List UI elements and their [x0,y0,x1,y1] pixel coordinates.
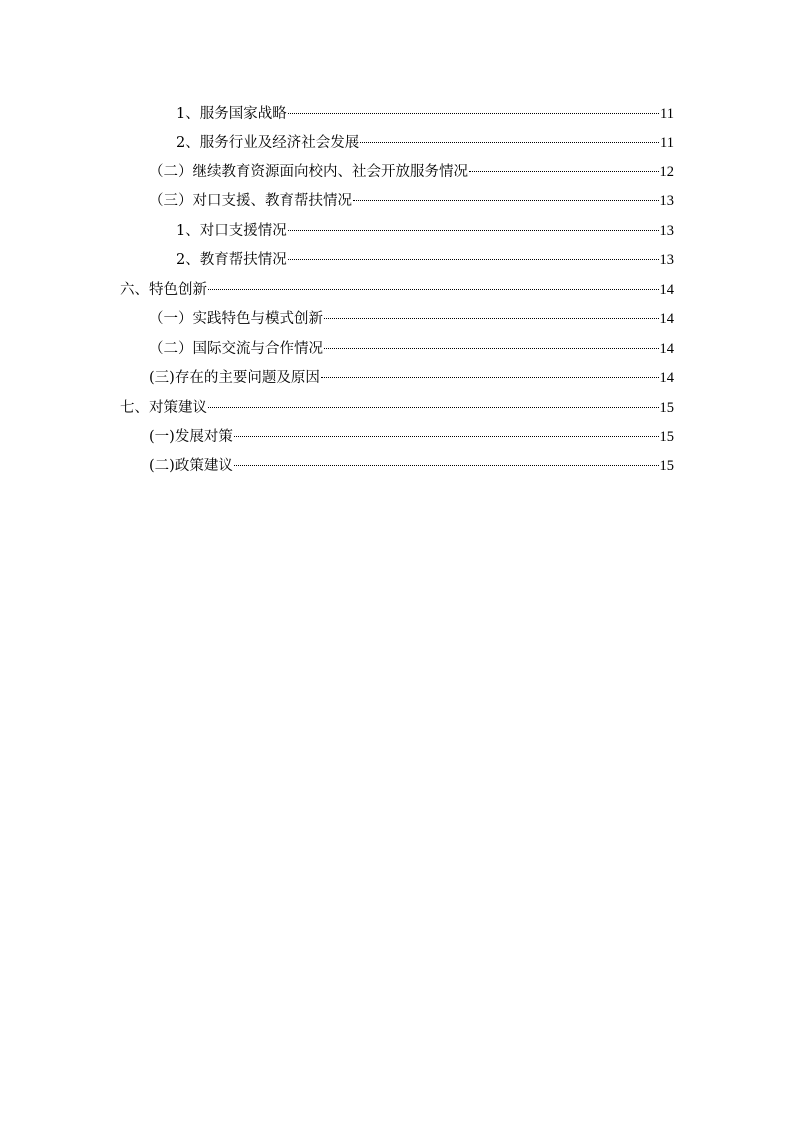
toc-entry-page: 15 [659,400,674,416]
toc-entry-title: 1、服务国家战略 [176,106,287,122]
toc-entry[interactable] [176,248,674,272]
toc-entry-title: 1、对口支援情况 [176,223,287,239]
toc-dot-leader [208,289,659,290]
toc-dot-leader [324,348,659,349]
toc-entry-page: 13 [659,193,674,209]
toc-dot-leader [321,377,659,378]
toc-entry-title: (一)发展对策 [149,429,233,445]
toc-entry-title: （一）实践特色与模式创新 [149,311,323,327]
toc-entry-page: 13 [659,223,674,239]
toc-entry[interactable] [149,160,674,184]
toc-entry[interactable] [149,307,674,331]
toc-entry[interactable] [120,278,674,302]
toc-entry-page: 14 [659,341,674,357]
toc-entry-title: 六、特色创新 [120,282,207,298]
toc-entry[interactable] [176,131,674,155]
toc-entry-title: 七、对策建议 [120,400,207,416]
toc-dot-leader [288,113,659,114]
toc-entry-page: 11 [660,135,674,151]
toc-entry-title: 2、教育帮扶情况 [176,252,287,268]
toc-entry-page: 14 [659,282,674,298]
toc-dot-leader [208,407,659,408]
toc-dot-leader [234,465,659,466]
toc-entry-title: （三）对口支援、教育帮扶情况 [149,193,352,209]
toc-entry-page: 14 [659,311,674,327]
toc-dot-leader [324,318,659,319]
toc-entry[interactable] [120,396,674,420]
toc-dot-leader [234,436,659,437]
toc-entry-page: 11 [660,106,674,122]
toc-entry[interactable] [149,425,674,449]
toc-entry[interactable] [149,366,674,390]
toc-entry-page: 15 [659,458,674,474]
toc-entry-title: （二）继续教育资源面向校内、社会开放服务情况 [149,164,468,180]
toc-entry-page: 12 [659,164,674,180]
toc-entry-page: 13 [659,252,674,268]
toc-entry-page: 15 [659,429,674,445]
toc-entry-title: (二)政策建议 [149,458,233,474]
toc-entry-title: （二）国际交流与合作情况 [149,341,323,357]
toc-dot-leader [469,171,659,172]
toc-dot-leader [360,142,659,143]
toc-entry-page: 14 [659,370,674,386]
toc-entry-title: (三)存在的主要问题及原因 [149,370,320,386]
toc-dot-leader [353,200,659,201]
toc-entry[interactable] [176,219,674,243]
toc-entry[interactable] [149,189,674,213]
toc-entry-title: 2、服务行业及经济社会发展 [176,135,360,151]
toc-entry[interactable] [149,337,674,361]
toc-entry[interactable] [176,102,674,126]
toc-entry[interactable] [149,454,674,478]
toc-dot-leader [288,259,659,260]
toc-dot-leader [288,230,659,231]
